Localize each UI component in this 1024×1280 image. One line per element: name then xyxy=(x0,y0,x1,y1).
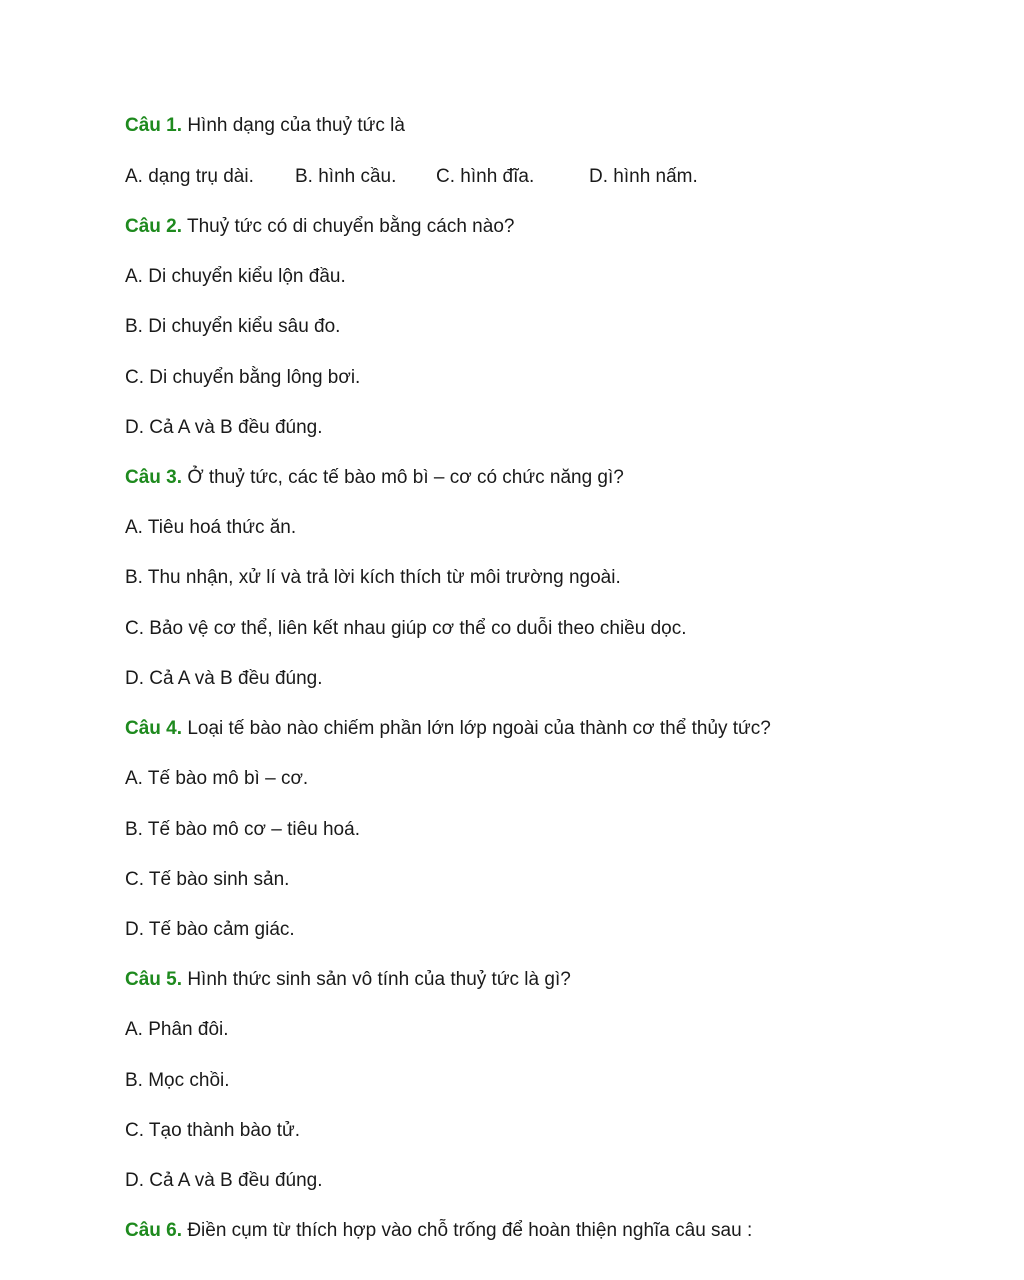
question-1-option-b: B. hình cầu. xyxy=(295,166,397,187)
question-3-option-d: D. Cả A và B đều đúng. xyxy=(125,668,323,689)
question-3-text: Ở thuỷ tức, các tế bào mô bì – cơ có chức năng gì? xyxy=(187,467,624,488)
question-1 xyxy=(125,114,405,138)
question-5-option-b: B. Mọc chồi. xyxy=(125,1070,230,1091)
question-4-option-b: B. Tế bào mô cơ – tiêu hoá. xyxy=(125,819,360,840)
question-4-number: Câu 4. xyxy=(125,718,183,739)
question-4-text: Loại tế bào nào chiếm phần lớn lớp ngoài của thành cơ thể thủy tức? xyxy=(187,718,771,739)
question-2-option-b: B. Di chuyển kiểu sâu đo. xyxy=(125,316,341,337)
question-3-number: Câu 3. xyxy=(125,467,183,488)
question-6-number: Câu 6. xyxy=(125,1220,183,1241)
question-5-option-c: C. Tạo thành bào tử. xyxy=(125,1120,301,1141)
question-6 xyxy=(125,1219,752,1243)
question-4 xyxy=(125,717,771,741)
question-6-text: Điền cụm từ thích hợp vào chỗ trống để hoàn thiện nghĩa câu sau : xyxy=(187,1220,753,1241)
question-4-option-c: C. Tế bào sinh sản. xyxy=(125,869,290,890)
question-1-option-a: A. dạng trụ dài. xyxy=(125,166,254,187)
question-1-text: Hình dạng của thuỷ tức là xyxy=(187,115,405,136)
question-2-option-d: D. Cả A và B đều đúng. xyxy=(125,417,323,438)
question-1-option-c: C. hình đĩa. xyxy=(436,166,535,187)
question-5 xyxy=(125,968,571,992)
question-5-number: Câu 5. xyxy=(125,969,183,990)
question-2-number: Câu 2. xyxy=(125,216,183,237)
question-4-option-a: A. Tế bào mô bì – cơ. xyxy=(125,768,309,789)
question-5-option-d: D. Cả A và B đều đúng. xyxy=(125,1170,323,1191)
question-3-option-b: B. Thu nhận, xử lí và trả lời kích thích từ môi trường ngoài. xyxy=(125,567,621,588)
question-2-option-a: A. Di chuyển kiểu lộn đầu. xyxy=(125,266,346,287)
question-5-text: Hình thức sinh sản vô tính của thuỷ tức là gì? xyxy=(187,969,571,990)
question-2-option-c: C. Di chuyển bằng lông bơi. xyxy=(125,367,361,388)
question-1-option-d: D. hình nấm. xyxy=(589,166,698,187)
question-4-option-d: D. Tế bào cảm giác. xyxy=(125,919,295,940)
question-1-number: Câu 1. xyxy=(125,115,183,136)
question-2 xyxy=(125,215,514,239)
question-3-option-a: A. Tiêu hoá thức ăn. xyxy=(125,517,297,538)
question-3 xyxy=(125,466,624,490)
question-5-option-a: A. Phân đôi. xyxy=(125,1019,229,1040)
question-3-option-c: C. Bảo vệ cơ thể, liên kết nhau giúp cơ thể co duỗi theo chiều dọc. xyxy=(125,618,687,639)
question-2-text: Thuỷ tức có di chuyển bằng cách nào? xyxy=(186,216,515,237)
